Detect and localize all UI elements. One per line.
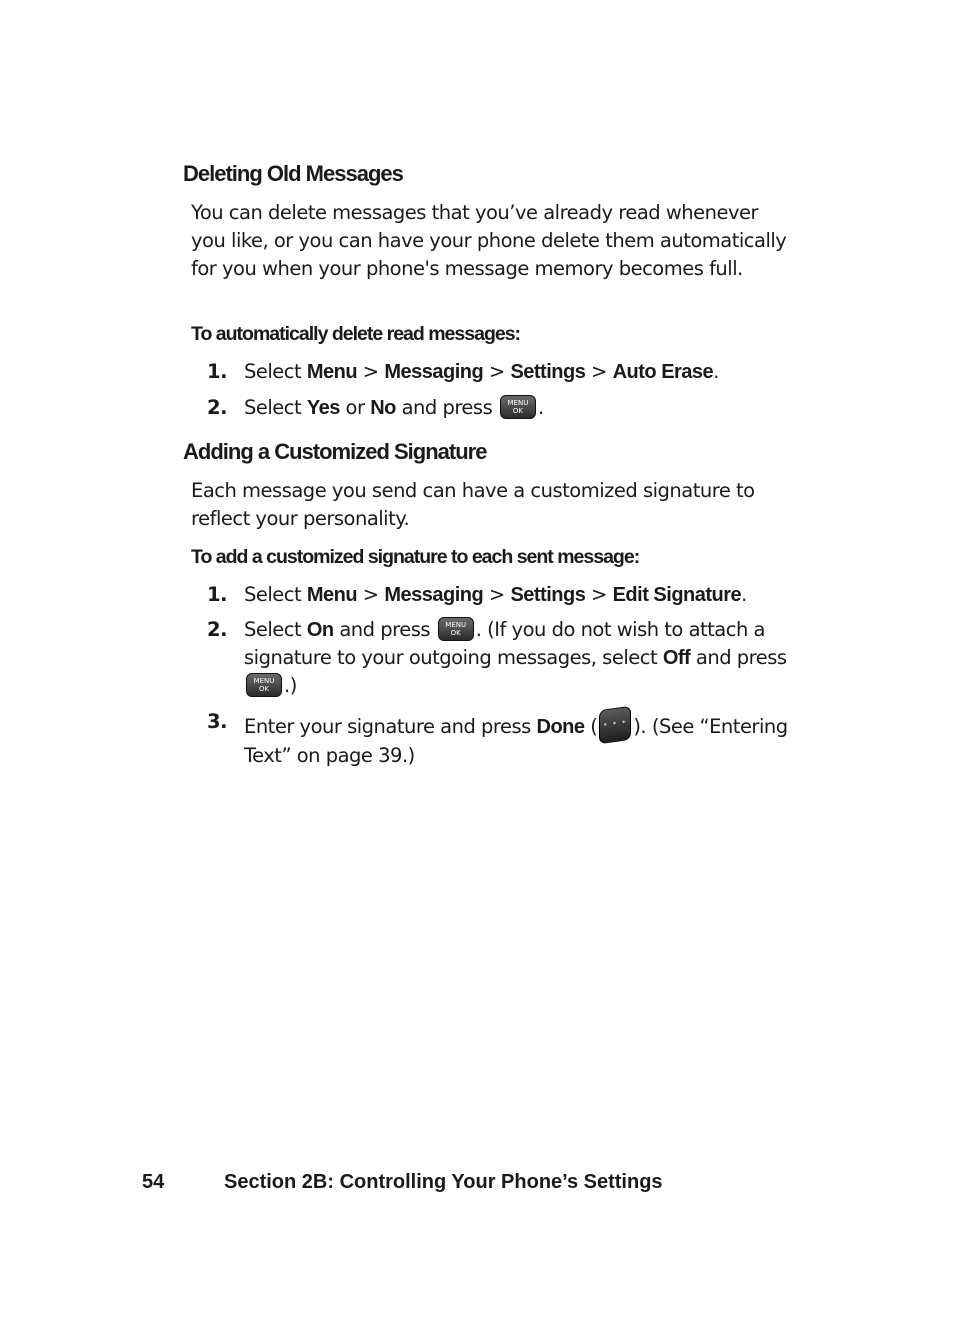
step-text-fragment: .	[537, 396, 544, 419]
step-text-fragment: .	[741, 583, 747, 606]
step-text-fragment: (	[584, 715, 598, 738]
menu-ok-key-icon	[438, 617, 474, 641]
section-heading-customized-signature: Adding a Customized Signature	[183, 439, 487, 464]
footer-section-title: Section 2B: Controlling Your Phone’s Settings	[224, 1171, 663, 1193]
step-text-fragment: Select	[244, 396, 307, 419]
step-text-fragment: .)	[284, 674, 297, 697]
path-separator: >	[483, 360, 511, 383]
section-intro-paragraph: Each message you send can have a customized signature to reflect your personality.	[191, 479, 755, 530]
step-text-fragment: and press	[395, 396, 498, 419]
step-text-fragment: or	[339, 396, 371, 419]
step-number: 2.	[207, 396, 227, 419]
step-text-fragment: Enter your signature and press	[244, 715, 537, 738]
step-text-fragment: .	[713, 360, 719, 383]
step-text	[244, 358, 799, 386]
messaging-keyword: Messaging	[384, 584, 484, 606]
no-keyword: No	[370, 397, 396, 419]
procedure-heading-auto-delete: To automatically delete read messages:	[191, 323, 521, 345]
step-text	[244, 581, 799, 609]
path-separator: >	[357, 583, 385, 606]
yes-keyword: Yes	[306, 397, 340, 419]
settings-keyword: Settings	[510, 584, 586, 606]
page-number: 54	[142, 1171, 165, 1193]
step-text-fragment: and press	[690, 646, 787, 669]
menu-keyword: Menu	[306, 584, 358, 606]
key-icon-label: MENU	[507, 399, 529, 407]
step-number: 1.	[207, 360, 227, 383]
key-icon-label: MENU	[445, 621, 467, 629]
step-text-fragment: Select	[244, 583, 307, 606]
auto-erase-keyword: Auto Erase	[612, 361, 714, 383]
step-number: 1.	[207, 583, 227, 606]
step-text	[244, 708, 799, 770]
soft-key-dots: • • •	[603, 717, 628, 730]
done-keyword: Done	[536, 716, 585, 738]
menu-ok-key-icon	[500, 395, 536, 419]
procedure-heading-add-signature: To add a customized signature to each sent message:	[191, 546, 640, 568]
step-text	[244, 616, 799, 700]
step-text-fragment: ). (See “Entering Text” on page 39.)	[244, 715, 788, 767]
key-icon-label: OK	[450, 629, 461, 637]
messaging-keyword: Messaging	[384, 361, 484, 383]
menu-keyword: Menu	[306, 361, 358, 383]
key-icon-label: OK	[512, 407, 523, 415]
key-icon-label: OK	[258, 685, 270, 693]
step-number: 3.	[207, 710, 227, 733]
step-text-fragment: Select	[244, 618, 307, 641]
menu-ok-key-icon	[246, 673, 282, 697]
step-text	[244, 394, 799, 422]
step-text-fragment: Select	[244, 360, 307, 383]
key-icon-label: MENU	[253, 677, 275, 685]
off-keyword: Off	[662, 647, 691, 669]
section-intro-paragraph: You can delete messages that you’ve already read whenever you like, or you can have your phone delete them automatically for you when your phone's message memory becomes full.	[191, 201, 787, 280]
step-number: 2.	[207, 618, 227, 641]
path-separator: >	[585, 583, 613, 606]
on-keyword: On	[306, 619, 334, 641]
edit-signature-keyword: Edit Signature	[612, 584, 742, 606]
path-separator: >	[357, 360, 385, 383]
step-text-fragment: . (If you do not wish to attach a signature to your outgoing messages, select	[244, 618, 765, 669]
path-separator: >	[585, 360, 613, 383]
soft-key-icon	[599, 706, 631, 744]
path-separator: >	[483, 583, 511, 606]
section-heading-deleting-old-messages: Deleting Old Messages	[183, 161, 403, 186]
settings-keyword: Settings	[510, 361, 586, 383]
step-text-fragment: and press	[333, 618, 436, 641]
